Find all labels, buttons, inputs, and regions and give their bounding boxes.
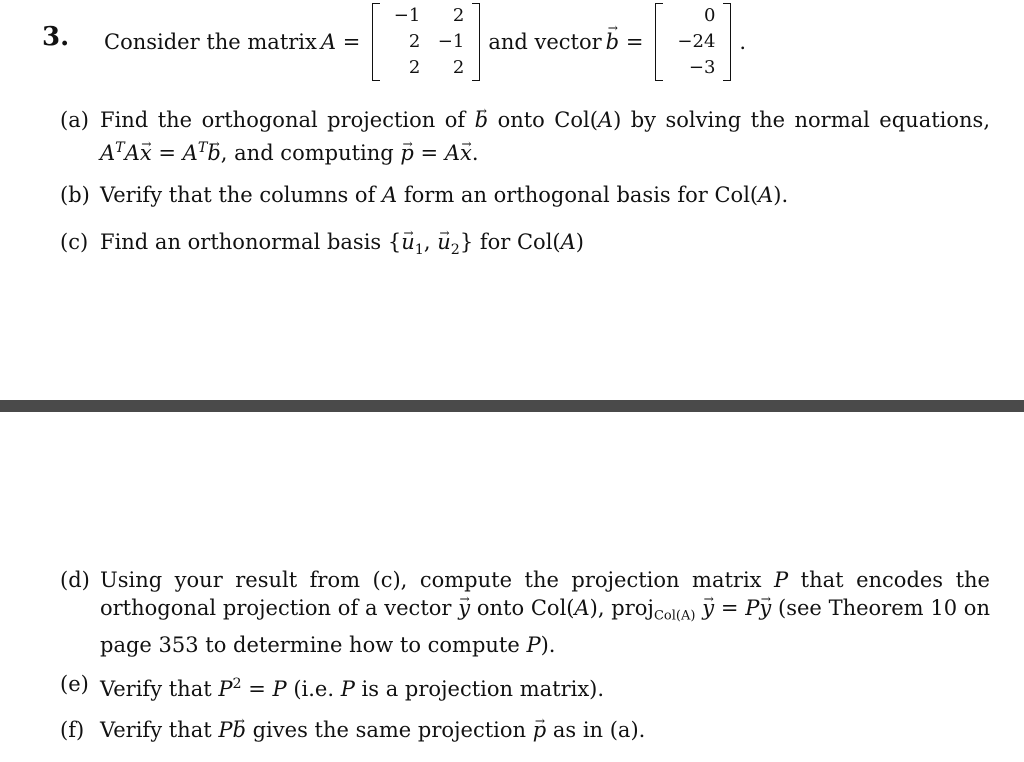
matrix-a-definition: A =: [320, 30, 361, 54]
matrix-a-cell: 2: [452, 5, 465, 26]
part-f-text: Verify that Pb → gives the same projection p → as in (a).: [100, 716, 990, 744]
matrix-a-cell: 2: [408, 57, 421, 78]
part-label: (d): [60, 568, 90, 592]
page-bottom: [0, 412, 1024, 762]
problem-number: 3.: [42, 22, 70, 52]
part-label: (f): [60, 718, 85, 742]
vector-b-cell: −24: [677, 31, 716, 52]
matrix-a-cell: 2: [408, 31, 421, 52]
part-e-text: Verify that $P^2 = P$ (i.e. P is a projection matrix).: [100, 676, 605, 701]
part-e: [60, 670, 990, 703]
vector-b-cell: −3: [688, 57, 716, 78]
part-c: [60, 228, 990, 264]
matrix-a-left-bracket: [372, 3, 380, 81]
matrix-a-cell: −1: [437, 31, 465, 52]
part-f: [60, 716, 990, 744]
vector-b-right-bracket: [723, 3, 731, 81]
part-d-text: Using your result from (c), compute the projection matrix P that encodes the orthogonal projection of a vector y → onto Col(A), proj$_{Col(A)}$ y → = Py → (see Theorem 10 on page 353 to determine how to compute P).: [100, 566, 990, 659]
statement-connector: and vector: [488, 30, 602, 54]
part-a: [60, 106, 990, 167]
matrix-a-right-bracket: [472, 3, 480, 81]
matrix-a-entries: [380, 3, 472, 81]
part-label: (e): [60, 672, 89, 696]
part-label: (c): [60, 230, 89, 254]
part-d: [60, 566, 990, 659]
part-b-text: Verify that the columns of A form an orthogonal basis for Col(A).: [100, 183, 789, 207]
part-c-text: Find an orthonormal basis {$u \to_1$, $u \to_2$} for Col(A): [100, 228, 990, 264]
part-b: [60, 181, 990, 209]
problem-statement: [104, 0, 746, 84]
matrix-a-cell: −1: [393, 5, 421, 26]
statement-prefix: Consider the matrix: [104, 30, 317, 54]
vector-b: [655, 3, 731, 81]
page-divider: [0, 400, 1024, 412]
vector-b-cell: 0: [703, 5, 716, 26]
part-label: (a): [60, 108, 89, 132]
matrix-a: [372, 3, 480, 81]
vector-b-definition: b → =: [606, 30, 644, 54]
vector-b-entries: [663, 3, 723, 81]
part-a-text: Find the orthogonal projection of b → onto Col(A) by solving the normal equations, $A^TAx$ → = $A^Tb$ →, and computing p → = Ax →.: [100, 106, 990, 167]
part-label: (b): [60, 183, 90, 207]
matrix-a-cell: 2: [452, 57, 465, 78]
statement-end: .: [739, 30, 747, 54]
vector-b-left-bracket: [655, 3, 663, 81]
